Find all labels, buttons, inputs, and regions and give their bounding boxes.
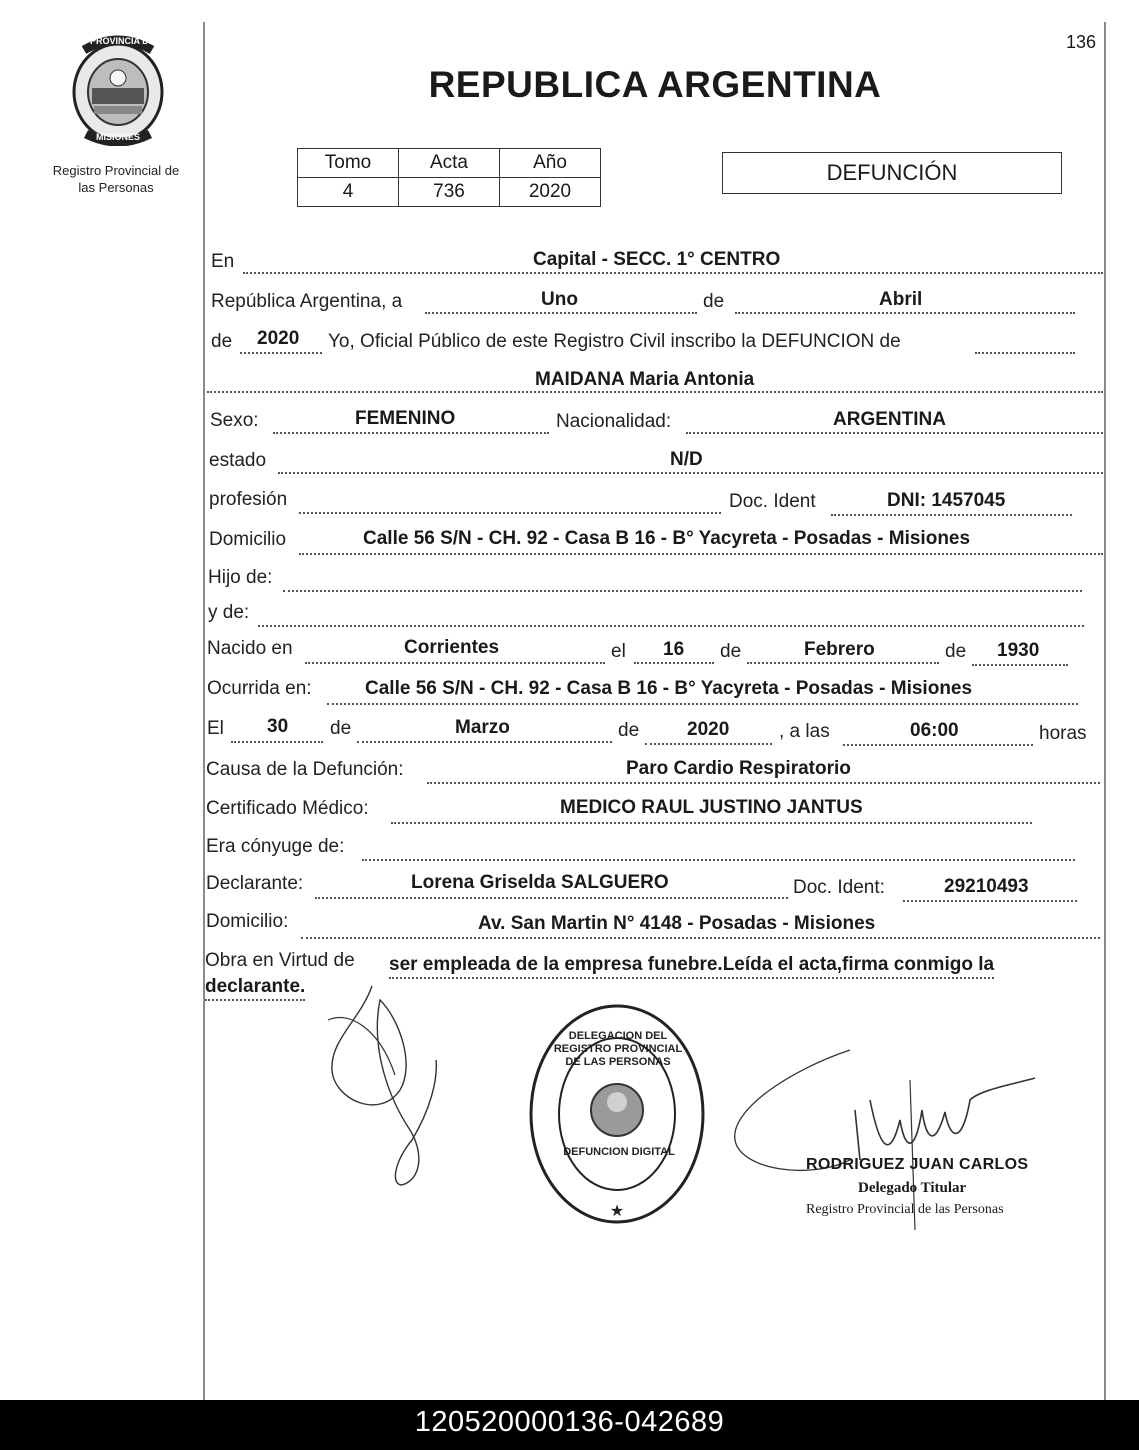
dotted-line — [243, 272, 1103, 274]
field-def-anio: 2020 — [687, 719, 730, 740]
label-doc-ident: Doc. Ident — [729, 491, 816, 512]
record-reference-table — [297, 148, 601, 207]
dotted-line — [305, 662, 605, 664]
field-certificado: MEDICO RAUL JUSTINO JANTUS — [560, 797, 863, 818]
dotted-line — [207, 391, 1103, 393]
dotted-line — [831, 514, 1072, 516]
dotted-line — [315, 897, 788, 899]
label-de: de — [703, 291, 725, 312]
dotted-line — [747, 662, 939, 664]
dotted-line — [231, 741, 323, 743]
label-hijo-de: Hijo de: — [208, 567, 273, 588]
dotted-line — [975, 352, 1075, 354]
label-causa: Causa de la Defunción: — [206, 759, 404, 780]
dotted-line — [391, 822, 1032, 824]
official-role: Delegado Titular — [858, 1180, 967, 1196]
tomo-header: Tomo — [298, 149, 399, 178]
label-de: de — [618, 720, 640, 741]
label-profesion: profesión — [209, 489, 288, 510]
label-certificado: Certificado Médico: — [206, 798, 369, 819]
seal-text-top: PROVINCIA DE — [90, 36, 155, 46]
anio-value: 2020 — [500, 178, 601, 207]
label-de: de — [330, 718, 352, 739]
record-type-box: DEFUNCIÓN — [722, 152, 1062, 194]
field-mes-texto: Abril — [879, 289, 923, 310]
seal-text-bottom: MISIONES — [96, 132, 141, 142]
field-def-mes: Marzo — [455, 717, 510, 738]
dotted-line — [299, 512, 721, 514]
dotted-line — [735, 312, 1075, 314]
field-declarante-domicilio: Av. San Martin N° 4148 - Posadas - Misiones — [478, 913, 876, 934]
page-number: 136 — [1066, 32, 1097, 52]
field-fallecido: MAIDANA Maria Antonia — [535, 369, 755, 390]
field-nac-mes: Febrero — [804, 639, 875, 660]
label-y-de: y de: — [208, 602, 250, 623]
dotted-line — [903, 900, 1077, 902]
dotted-line — [634, 662, 714, 664]
label-ocurrida-en: Ocurrida en: — [207, 678, 312, 699]
label-de: de — [211, 331, 233, 352]
field-nac-anio: 1930 — [997, 640, 1040, 661]
label-doc-ident-declarante: Doc. Ident: — [793, 877, 885, 898]
acta-header: Acta — [399, 149, 500, 178]
dotted-line — [362, 859, 1075, 861]
field-doc-ident: DNI: 1457045 — [887, 490, 1006, 511]
registry-label — [38, 162, 194, 196]
field-domicilio: Calle 56 S/N - CH. 92 - Casa B 16 - B° Yacyreta - Posadas - Misiones — [363, 528, 971, 549]
dotted-line — [283, 590, 1082, 592]
dotted-line — [645, 743, 772, 745]
dotted-line — [301, 937, 1100, 939]
registry-label-line1: Registro Provincial de — [52, 163, 180, 178]
label-yo-oficial: Yo, Oficial Público de este Registro Civil inscribo la DEFUNCION de — [328, 331, 901, 352]
acta-value: 736 — [399, 178, 500, 207]
field-obra-line1: ser empleada de la empresa funebre.Leída el acta,firma conmigo la — [389, 954, 994, 979]
declarant-signature — [320, 980, 460, 1190]
provincial-seal — [64, 34, 172, 146]
field-def-dia: 30 — [267, 716, 289, 737]
label-horas: horas — [1039, 723, 1087, 744]
label-nacionalidad: Nacionalidad: — [556, 411, 672, 432]
barcode-number: 120520000136-042689 — [0, 1400, 1139, 1450]
label-el-cap: El — [207, 718, 224, 739]
dotted-line — [240, 352, 322, 354]
field-nac-dia: 16 — [663, 639, 685, 660]
field-nacionalidad: ARGENTINA — [833, 409, 946, 430]
field-estado: N/D — [670, 449, 703, 470]
dotted-line — [299, 553, 1103, 555]
label-en: En — [211, 251, 235, 272]
tomo-value: 4 — [298, 178, 399, 207]
label-domicilio: Domicilio — [209, 529, 287, 550]
label-republica: República Argentina, a — [211, 291, 403, 312]
label-de: de — [945, 641, 967, 662]
dotted-line — [278, 472, 1103, 474]
dotted-line — [327, 703, 1078, 705]
label-sexo: Sexo: — [210, 410, 259, 431]
page-title: REPUBLICA ARGENTINA — [428, 64, 882, 105]
official-office: Registro Provincial de las Personas — [806, 1202, 1004, 1217]
label-estado: estado — [209, 450, 267, 471]
stamp-ring-text: DELEGACION DEL REGISTRO PROVINCIAL DE LAS PERSONAS — [553, 1030, 683, 1068]
label-de: de — [720, 641, 742, 662]
dotted-line — [427, 782, 1100, 784]
field-dia-texto: Uno — [541, 289, 578, 310]
dotted-line — [357, 741, 612, 743]
field-declarante-doc: 29210493 — [944, 876, 1029, 897]
field-causa: Paro Cardio Respiratorio — [626, 758, 851, 779]
field-lugar: Capital - SECC. 1° CENTRO — [533, 249, 781, 270]
field-ocurrida-en: Calle 56 S/N - CH. 92 - Casa B 16 - B° Yacyreta - Posadas - Misiones — [365, 678, 973, 699]
label-a-las: , a las — [779, 721, 830, 742]
dotted-line — [972, 664, 1068, 666]
label-declarante: Declarante: — [206, 873, 304, 894]
svg-text:★: ★ — [609, 1201, 625, 1220]
field-anio-inscripcion: 2020 — [257, 328, 300, 349]
right-margin-line — [1104, 22, 1106, 1402]
dotted-line — [686, 432, 1103, 434]
stamp-inner-text: DEFUNCION DIGITAL — [563, 1146, 675, 1158]
field-nacido-en: Corrientes — [404, 637, 500, 658]
field-obra-line2: declarante. — [205, 976, 305, 1001]
field-declarante: Lorena Griselda SALGUERO — [411, 872, 669, 893]
dotted-line — [425, 312, 697, 314]
field-sexo: FEMENINO — [355, 408, 456, 429]
dotted-line — [843, 744, 1033, 746]
official-name: RODRIGUEZ JUAN CARLOS — [806, 1156, 1029, 1173]
label-nacido-en: Nacido en — [207, 638, 293, 659]
label-el: el — [611, 641, 626, 662]
label-domicilio-declarante: Domicilio: — [206, 911, 289, 932]
left-margin-line — [203, 22, 205, 1402]
field-def-hora: 06:00 — [910, 720, 959, 741]
dotted-line — [273, 432, 549, 434]
official-signature — [730, 1030, 1050, 1230]
dotted-line — [258, 625, 1084, 627]
registry-label-line2: las Personas — [78, 180, 154, 195]
anio-header: Año — [500, 149, 601, 178]
label-conyuge: Era cónyuge de: — [206, 836, 345, 857]
label-obra: Obra en Virtud de — [205, 950, 355, 971]
